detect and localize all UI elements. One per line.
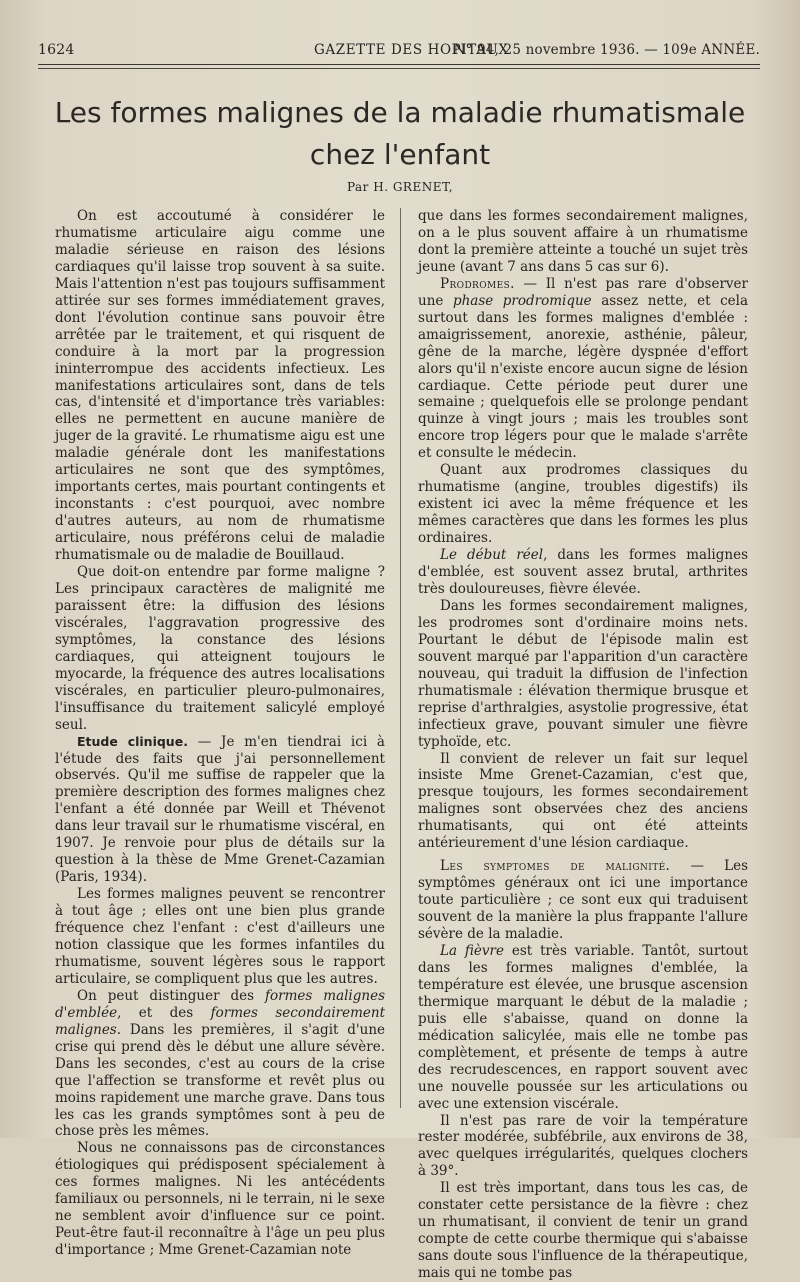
- issue-info: N° 94, 25 novembre 1936. — 109e ANNÉE.: [453, 42, 760, 58]
- paragraph: On peut distinguer des formes malignes d'emblée, et des formes secondairement malignes. Dans les premières, il s'agit d'une crise qui prend dès le début une allure sévère. Dans les secondes, c'est au cours de la crise que l'affection se transforme et revêt plus ou moins rapidement une marche grave. Dans tous les cas les grands symptômes sont à peu de chose près les mêmes.: [55, 987, 386, 1140]
- paragraph: Quant aux prodromes classiques du rhumatisme (angine, troubles digestifs) ils existent ici avec la même fréquence et les mêmes caractères que dans les formes les plus ordinaires.: [418, 462, 748, 547]
- header-rule: [38, 64, 760, 65]
- title-line-1: Les formes malignes de la maladie rhumatismale: [54, 96, 746, 129]
- paragraph: Que doit-on entendre par forme maligne ? Les principaux caractères de malignité me paraissent être: la diffusion des lésions viscérales, l'aggravation progressive des symptômes, la constance des lésions cardiaques, qui atteignent toujours le myocarde, la fréquence des autres localisations viscérales, en particulier pleuro-pulmonaires, l'insuffisance du traitement salicylé employé seul.: [55, 564, 385, 733]
- journal-name: GAZETTE DES HOPITAUX: [314, 42, 509, 58]
- paragraph: Les formes malignes peuvent se rencontrer à tout âge ; elles ont une bien plus grande fréquence chez l'enfant : c'est d'ailleurs une notion classique que les formes infantiles du rhumatisme, souvent légères sous le rapport articulaire, se compliquent plus que les autres.: [55, 886, 385, 987]
- running-header: [38, 38, 760, 62]
- paragraph: que dans les formes secondairement malignes, on a le plus souvent affaire à un rhumatisme dont la première atteinte a touché un sujet très jeune (avant 7 ans dans 5 cas sur 6).: [418, 208, 748, 275]
- paragraph: Prodromes. — Il n'est pas rare d'observer une phase prodromique assez nette, et cela surtout dans les formes malignes d'emblée : amaigrissement, anorexie, asthénie, pâleur, gêne de la marche, légère dyspnée d'effort alors qu'il n'existe encore aucun signe de lésion cardiaque. Cette période peut durer une semaine ; quelquefois elle se prolonge pendant quinze à vingt jours ; mais les troubles sont encore trop légers pour que le malade s'arrête et consulte le médecin.: [418, 275, 749, 462]
- paragraph: Etude clinique. — Je m'en tiendrai ici à l'étude des faits que j'ai personnellement observés. Qu'il me suffise de rappeler que la première description des formes malignes chez l'enfant a été donnée par Weill et Thévenot dans leur travail sur le rhumatisme viscéral, en 1907. Je renvoie pour plus de détails sur la question à la thèse de Mme Grenet-Cazamian (Paris, 1934).: [55, 733, 385, 886]
- paragraph: Les symptomes de malignité. — Les symptômes généraux ont ici une importance toute particulière ; ce sont eux qui traduisent souvent de la manière la plus frappante l'allure sévère de la maladie.: [418, 858, 748, 943]
- paragraph: On est accoutumé à considérer le rhumatisme articulaire aigu comme une maladie sérieuse en raison des lésions cardiaques qu'il laisse trop souvent à sa suite. Mais l'attention n'est pas toujours suffisamment attirée sur ses formes immédiatement graves, dont l'évolution continue sans pouvoir être arrêtée par le traitement, et qui risquent de conduire à la mort par la progression ininterrompue des accidents infectieux. Les manifestations articulaires sont, dans de tels cas, d'intensité et d'importance très variables: elles ne permettent en aucune manière de juger de la gravité. Le rhumatisme aigu est une maladie générale dont les manifestations articulaires ne sont que des symptômes, importants certes, mais pourtant contingents et inconstants : c'est pourquoi, avec nombre d'autres auteurs, au nom de rhumatisme articulaire, nous préférons celui de maladie rhumatismale ou de maladie de Bouillaud.: [55, 208, 385, 564]
- paragraph: Il n'est pas rare de voir la température rester modérée, subfébrile, aux environs de 38, avec quelques irrégularités, quelques clochers à 39°.: [418, 1112, 748, 1180]
- section-label: Etude clinique.: [77, 733, 188, 749]
- paragraph: La fièvre est très variable. Tantôt, surtout dans les formes malignes d'emblée, la température est élevée, une brusque ascension thermique marquant le début de la maladie ; puis elle s'abaisse, quand on donne la médication salicylée, mais elle ne tombe pas complètement, et présente de temps à autre des recrudescences, en rapport souvent avec une nouvelle poussée sur les articulations ou avec une extension viscérale.: [418, 942, 748, 1112]
- paragraph: Dans les formes secondairement malignes, les prodromes sont d'ordinaire moins nets. Pourtant le début de l'épisode malin est souvent marqué par l'apparition d'un caractère nouveau, qui traduit la diffusion de l'infection rhumatismale : élévation thermique brusque et reprise d'arthralgies, asystolie progressive, état infectieux grave, pouvant simuler une fièvre typhoïde, etc.: [418, 597, 748, 750]
- paragraph: Le début réel, dans les formes malignes d'emblée, est souvent assez brutal, arthrites très douloureuses, fièvre élevée.: [418, 547, 748, 597]
- paragraph: Il convient de relever un fait sur lequel insiste Mme Grenet-Cazamian, c'est que, presque toujours, les formes secondairement malignes sont observées chez des anciens rhumatisants, qui ont été atteints antérieurement d'une lésion cardiaque.: [418, 750, 748, 852]
- title-line-2: chez l'enfant: [309, 138, 491, 171]
- paragraph: Il est très important, dans tous les cas, de constater cette persistance de la fièvre : chez un rhumatisant, il convient de tenir un grand compte de cette courbe thermique qui s'abaisse sans doute sous l'influence de la thérapeutique, mais qui ne tombe pas: [418, 1180, 748, 1282]
- header-rule-thin: [38, 68, 760, 69]
- section-label: Prodromes.: [440, 275, 515, 292]
- byline: Par H. GRENET,: [346, 180, 454, 194]
- article-title: [40, 92, 760, 176]
- column-divider: [400, 208, 401, 1108]
- right-column: [418, 208, 748, 1282]
- section-label: Les symptomes de malignité.: [440, 858, 671, 875]
- left-column: [55, 208, 385, 1259]
- page-number: 1624: [38, 42, 75, 58]
- paragraph: Nous ne connaissons pas de circonstances étiologiques qui prédisposent spécialement à ces formes malignes. Ni les antécédents familiaux ou personnels, ni le terrain, ni le sexe ne semblent avoir d'influence sur ce point. Peut-être faut-il reconnaître à l'âge un peu plus d'importance ; Mme Grenet-Cazamian note: [55, 1140, 385, 1259]
